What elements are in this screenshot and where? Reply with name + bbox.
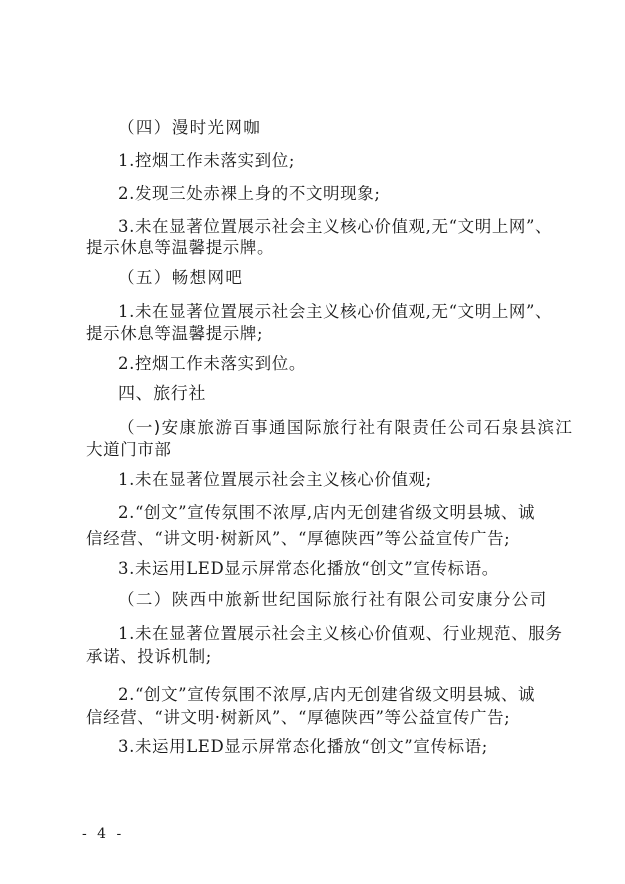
paragraph-line: 提示休息等温馨提示牌。 — [86, 238, 275, 257]
paragraph-line: 3.未运用LED显示屏常态化播放“创文”宣传标语。 — [118, 559, 499, 578]
paragraph-line: 3.未运用LED显示屏常态化播放“创文”宣传标语; — [118, 737, 488, 756]
paragraph-line: 1.未在显著位置展示社会主义核心价值观,无“文明上网”、 — [118, 302, 553, 321]
paragraph-line: 提示休息等温馨提示牌; — [86, 324, 264, 343]
paragraph-line: 信经营、“讲文明·树新风”、“厚德陕西”等公益宣传广告; — [86, 529, 511, 548]
paragraph-line: 1.未在显著位置展示社会主义核心价值观; — [118, 470, 432, 489]
subsection-heading-ankang-baishitong: （一)安康旅游百事通国际旅行社有限责任公司石泉县滨江 — [118, 418, 574, 437]
paragraph-line: 2.发现三处赤裸上身的不文明现象; — [118, 184, 381, 203]
paragraph-line: 承诺、投诉机制; — [86, 647, 212, 666]
section-heading-travel-agencies: 四、旅行社 — [118, 384, 206, 404]
page-number: - 4 - — [82, 826, 125, 842]
subsection-heading-shaanxi-zhonglv: （二）陕西中旅新世纪国际旅行社有限公司安康分公司 — [118, 590, 548, 609]
paragraph-line: 3.未在显著位置展示社会主义核心价值观,无“文明上网”、 — [118, 217, 553, 236]
paragraph-line: 2.“创文”宣传氛围不浓厚,店内无创建省级文明县城、诚 — [118, 503, 536, 522]
subsection-heading-changxiang: （五）畅想网吧 — [118, 268, 244, 287]
paragraph-line: 大道门市部 — [86, 440, 172, 459]
paragraph-line: 2.控烟工作未落实到位。 — [118, 354, 306, 373]
paragraph-line: 1.控烟工作未落实到位; — [118, 151, 296, 170]
paragraph-line: 2.“创文”宣传氛围不浓厚,店内无创建省级文明县城、诚 — [118, 685, 536, 704]
paragraph-line: 信经营、“讲文明·树新风”、“厚德陕西”等公益宣传广告; — [86, 708, 511, 727]
subsection-heading-manshiguang: （四）漫时光网咖 — [118, 118, 262, 137]
paragraph-line: 1.未在显著位置展示社会主义核心价值观、行业规范、服务 — [118, 624, 563, 643]
